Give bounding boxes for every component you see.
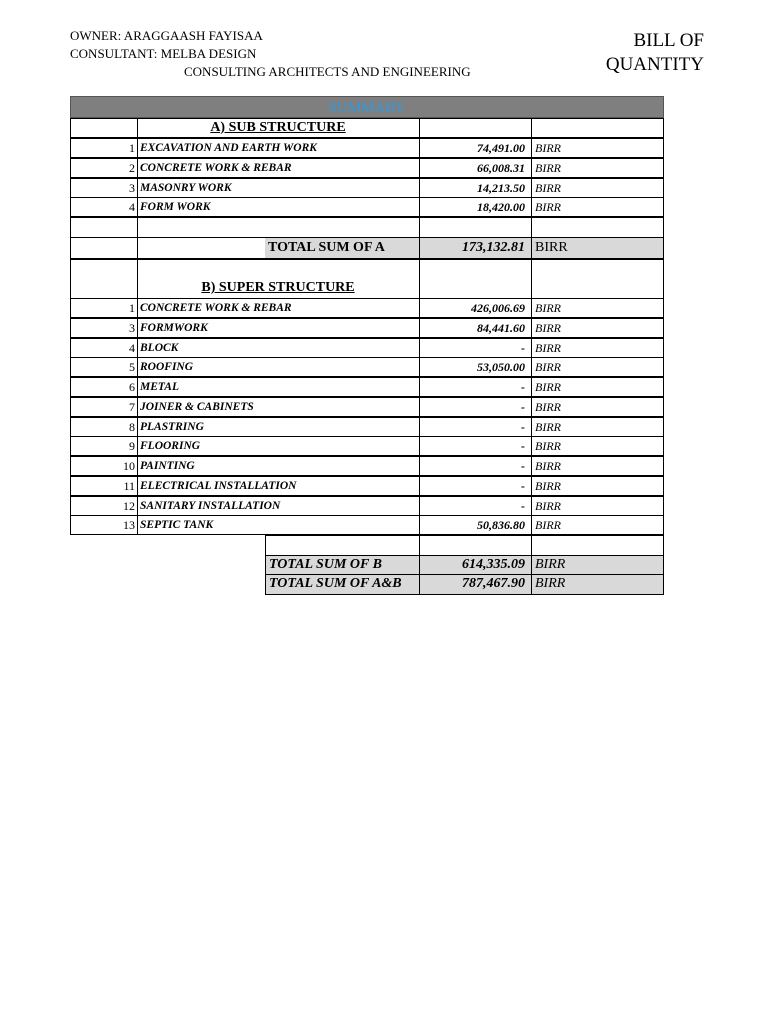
item-amount-cell: - (419, 436, 532, 456)
item-amount-cell: - (419, 476, 532, 496)
item-number-cell: 4 (70, 338, 138, 358)
item-number-cell: 7 (70, 397, 138, 417)
item-description-cell: JOINER & CABINETS (137, 397, 420, 417)
owner-label: OWNER: ARAGGAASH FAYISAA (70, 28, 263, 43)
item-number-cell (70, 217, 138, 238)
item-amount-cell: 426,006.69 (419, 298, 532, 318)
item-description-cell (137, 217, 420, 238)
summary-header-bar (70, 96, 664, 118)
item-amount-cell: - (419, 377, 532, 397)
item-unit-cell: BIRR (531, 456, 664, 476)
section-b-unit-spacer (531, 259, 664, 299)
item-number-cell: 1 (70, 138, 138, 158)
section-a-title-spacer (70, 118, 138, 138)
item-number-cell: 10 (70, 456, 138, 476)
item-amount-cell: - (419, 397, 532, 417)
total-b-label: TOTAL SUM OF B (265, 555, 420, 575)
item-description-cell: ROOFING (137, 357, 420, 377)
total-b-blank (419, 535, 532, 556)
item-number-cell: 3 (70, 178, 138, 198)
item-unit-cell: BIRR (531, 178, 664, 198)
item-description-cell: FORM WORK (137, 197, 420, 217)
item-description-cell: PAINTING (137, 456, 420, 476)
item-description-cell: MASONRY WORK (137, 178, 420, 198)
item-description-cell: SANITARY INSTALLATION (137, 496, 420, 516)
item-amount-cell: 50,836.80 (419, 515, 532, 535)
total-a-unit: BIRR (531, 237, 664, 260)
item-description-cell: FORMWORK (137, 318, 420, 338)
item-unit-cell: BIRR (531, 338, 664, 358)
item-unit-cell: BIRR (531, 436, 664, 456)
item-unit-cell: BIRR (531, 298, 664, 318)
section-b-amount-spacer (419, 259, 532, 299)
item-unit-cell: BIRR (531, 138, 664, 158)
total-a-spacer (70, 237, 138, 260)
item-unit-cell: BIRR (531, 515, 664, 535)
item-number-cell: 11 (70, 476, 138, 496)
section-a-unit-spacer (531, 118, 664, 138)
section-a-amount-spacer (419, 118, 532, 138)
section-b-title-spacer (70, 259, 138, 299)
item-unit-cell: BIRR (531, 197, 664, 217)
item-unit-cell: BIRR (531, 476, 664, 496)
total-b-unit: BIRR (531, 555, 664, 575)
item-unit-cell: BIRR (531, 377, 664, 397)
item-number-cell: 13 (70, 515, 138, 535)
total-a-amount: 173,132.81 (419, 237, 532, 260)
item-description-cell: FLOORING (137, 436, 420, 456)
item-amount-cell: - (419, 417, 532, 437)
section-b-title: B) SUPER STRUCTURE (201, 280, 355, 295)
total-b-amount: 614,335.09 (419, 555, 532, 575)
item-amount-cell: 84,441.60 (419, 318, 532, 338)
firm-label: CONSULTING ARCHITECTS AND ENGINEERING (184, 64, 471, 79)
item-unit-cell (531, 217, 664, 238)
item-description-cell: PLASTRING (137, 417, 420, 437)
item-description-cell: ELECTRICAL INSTALLATION (137, 476, 420, 496)
item-unit-cell: BIRR (531, 357, 664, 377)
grand-total-amount: 787,467.90 (419, 574, 532, 595)
total-a-label: TOTAL SUM OF A (265, 237, 420, 260)
summary-title: SUMMARY (328, 100, 406, 116)
item-description-cell: METAL (137, 377, 420, 397)
item-number-cell: 8 (70, 417, 138, 437)
item-amount-cell: 66,008.31 (419, 158, 532, 178)
item-unit-cell: BIRR (531, 417, 664, 437)
item-number-cell: 4 (70, 197, 138, 217)
item-number-cell: 1 (70, 298, 138, 318)
document-title-line1: BILL OF (633, 30, 704, 51)
item-amount-cell: - (419, 338, 532, 358)
item-amount-cell: - (419, 496, 532, 516)
grand-total-label: TOTAL SUM OF A&B (265, 574, 420, 595)
item-description-cell: SEPTIC TANK (137, 515, 420, 535)
item-number-cell: 6 (70, 377, 138, 397)
item-amount-cell: - (419, 456, 532, 476)
total-b-blank (265, 535, 420, 556)
item-amount-cell: 53,050.00 (419, 357, 532, 377)
item-number-cell: 3 (70, 318, 138, 338)
document-title-line2: QUANTITY (605, 54, 704, 75)
item-description-cell: EXCAVATION AND EARTH WORK (137, 138, 420, 158)
item-amount-cell: 74,491.00 (419, 138, 532, 158)
item-amount-cell: 14,213.50 (419, 178, 532, 198)
item-description-cell: CONCRETE WORK & REBAR (137, 298, 420, 318)
item-amount-cell: 18,420.00 (419, 197, 532, 217)
consultant-label: CONSULTANT: MELBA DESIGN (70, 46, 257, 61)
item-amount-cell (419, 217, 532, 238)
item-number-cell: 9 (70, 436, 138, 456)
grand-total-unit: BIRR (531, 574, 664, 595)
item-unit-cell: BIRR (531, 397, 664, 417)
total-b-blank (531, 535, 664, 556)
item-description-cell: CONCRETE WORK & REBAR (137, 158, 420, 178)
total-a-spacer (137, 237, 266, 260)
section-a-title: A) SUB STRUCTURE (210, 120, 346, 135)
item-unit-cell: BIRR (531, 496, 664, 516)
item-number-cell: 2 (70, 158, 138, 178)
item-number-cell: 5 (70, 357, 138, 377)
item-unit-cell: BIRR (531, 318, 664, 338)
item-unit-cell: BIRR (531, 158, 664, 178)
item-number-cell: 12 (70, 496, 138, 516)
item-description-cell: BLOCK (137, 338, 420, 358)
